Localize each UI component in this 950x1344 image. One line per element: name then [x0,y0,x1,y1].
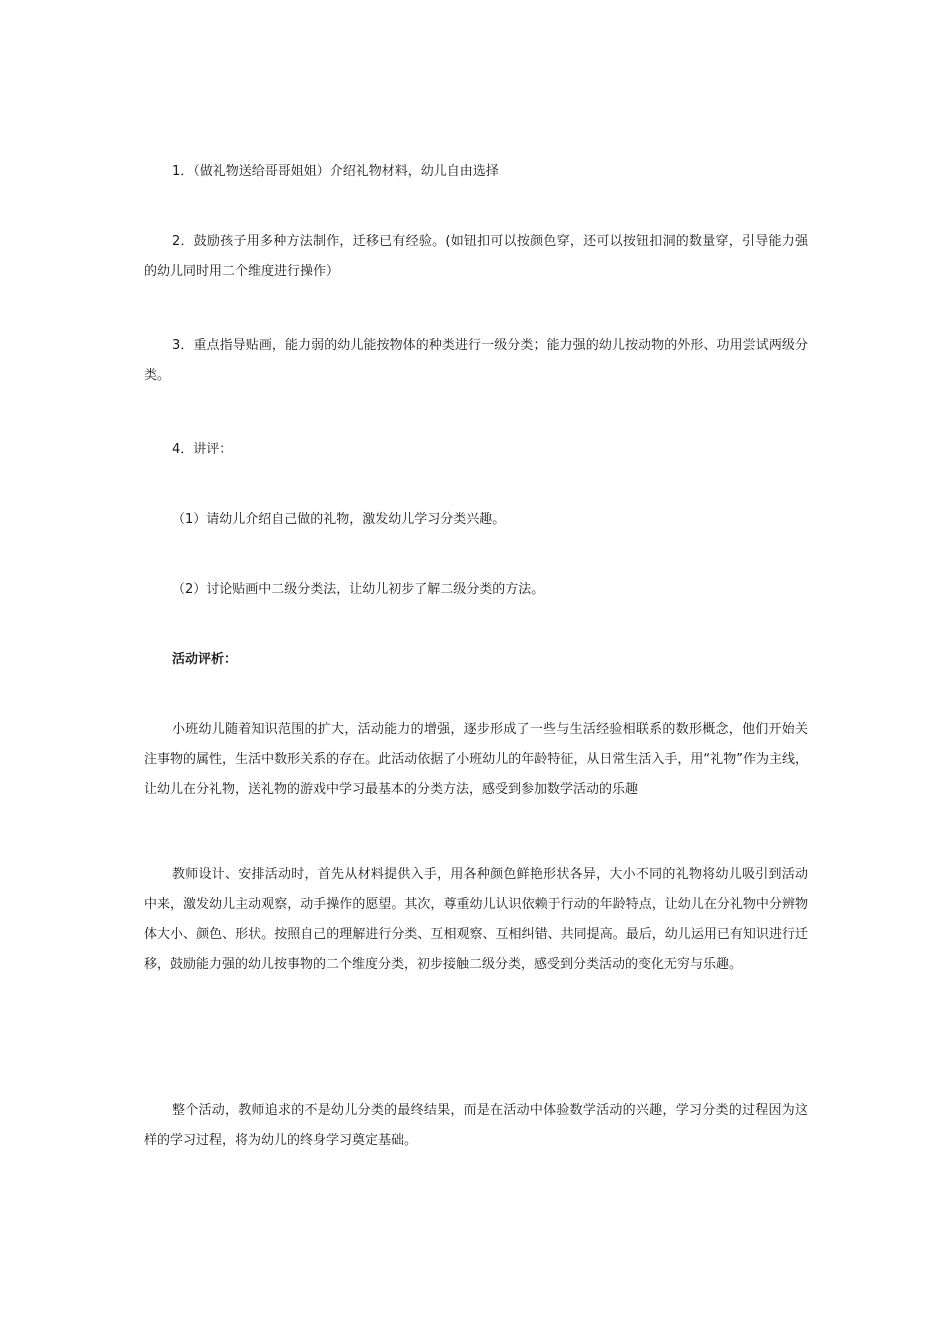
section-heading: 活动评析： [172,652,238,667]
step-1 [144,157,808,187]
sub-item-number: （2） [172,582,207,597]
sub-item-text: 讨论贴画中二级分类法，让幼儿初步了解二级分类的方法。 [206,582,545,597]
sub-item-number: （1） [172,512,207,527]
step-4 [144,435,808,465]
step-text: 讲评： [193,442,233,457]
step-text: 重点指导贴画，能力弱的幼儿能按物体的种类进行一级分类；能力强的幼儿按动物的外形、功用尝试两级分类。 [144,338,808,383]
step-number: 4． [172,442,194,457]
sub-item-text: 请幼儿介绍自己做的礼物，激发幼儿学习分类兴趣。 [206,512,506,527]
paragraph-2: 教师设计、安排活动时，首先从材料提供入手，用各种颜色鲜艳形状各异，大小不同的礼物将幼儿吸引到活动中来，激发幼儿主动观察，动手操作的愿望。其次，尊重幼儿认识依赖于行动的年龄特点，让幼儿在分礼物中分辨物体大小、颜色、形状。按照自己的理解进行分类、互相观察、互相纠错、共同提高。最后，幼儿运用已有知识进行迁移，鼓励能力强的幼儿按事物的二个维度分类，初步接触二级分类，感受到分类活动的变化无穷与乐趣。 [144,867,808,972]
step-number: 1． [172,164,194,179]
step-2 [144,227,808,287]
step-number: 2． [172,234,194,249]
sub-item-1 [172,505,812,535]
paragraph-1: 小班幼儿随着知识范围的扩大，活动能力的增强，逐步形成了一些与生活经验相联系的数形概念，他们开始关注事物的属性，生活中数形关系的存在。此活动依据了小班幼儿的年龄特征，从日常生活入手，用“礼物”作为主线，让幼儿在分礼物，送礼物的游戏中学习最基本的分类方法，感受到参加数学活动的乐趣 [144,722,808,797]
step-number: 3． [172,338,194,353]
sub-item-2 [172,575,812,605]
step-3 [144,331,808,391]
step-text: （做礼物送给哥哥姐姐）介绍礼物材料，幼儿自由选择 [193,164,499,179]
step-text: 鼓励孩子用多种方法制作，迁移已有经验。(如钮扣可以按颜色穿，还可以按钮扣洞的数量穿，引导能力强的幼儿同时用二个维度进行操作） [144,234,808,279]
paragraph-3: 整个活动，教师追求的不是幼儿分类的最终结果，而是在活动中体验数学活动的兴趣，学习分类的过程因为这样的学习过程，将为幼儿的终身学习奠定基础。 [144,1103,808,1148]
